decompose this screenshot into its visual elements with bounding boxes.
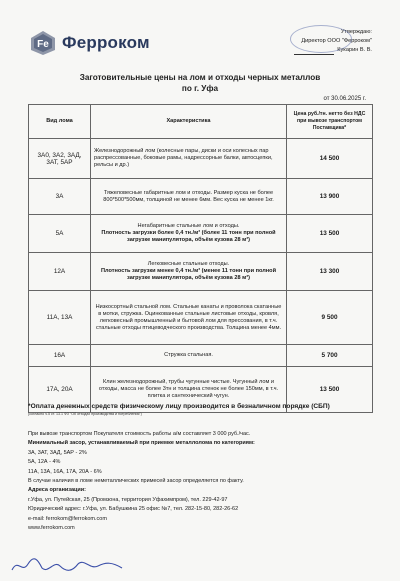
- price-cell: 13 500: [287, 215, 373, 253]
- desc-text: Легковесные стальные отходы.: [147, 261, 230, 267]
- price-cell: 9 500: [287, 291, 373, 345]
- table-row: [29, 291, 373, 345]
- desc-cell: Стружка стальная.: [91, 345, 287, 367]
- approval-line3: Кукарин В. В.: [337, 47, 372, 53]
- grade-cell: 5А: [29, 215, 91, 253]
- page-title: [40, 72, 360, 94]
- table-row: [29, 345, 373, 367]
- approval-block: [242, 28, 372, 55]
- fe-logo-icon: [30, 30, 56, 56]
- logo-mark-text: Fe: [37, 39, 49, 50]
- desc-cell: Клин железнодорожный, трубы чугунные чистые. Чугунный лом и отходы, масса не более 3тн и толщина стенок не более 150мм, в т.ч. плитка и сантехнический чугун.: [91, 367, 287, 413]
- info-line: 11А, 13А, 16А, 17А, 20А - 6%: [28, 468, 102, 475]
- price-cell: 5 700: [287, 345, 373, 367]
- approval-line1: Утверждаю:: [340, 29, 372, 35]
- info-line: 3А, 3АТ, 3АД, 5АР - 2%: [28, 449, 87, 456]
- grade-cell: 12А: [29, 253, 91, 291]
- info-line: г.Уфа, ул. Путейская, 25 (Промзона, территория Уфахимпром), тел. 229-42-97: [28, 496, 228, 503]
- handwritten-signature-icon: [8, 554, 128, 576]
- grade-cell: 11А, 13А: [29, 291, 91, 345]
- website-link[interactable]: www.ferrokom.com: [28, 525, 75, 532]
- payment-note: *Оплата денежных средств физическому лицу производится в безналичном порядке (СБП): [28, 403, 330, 410]
- grade-cell: 3А: [29, 179, 91, 215]
- desc-cell: [91, 215, 287, 253]
- info-line: При вывозе транспортом Покупателя стоимость работы а/м составляет 3 000 руб./час.: [28, 431, 251, 437]
- col-grade-header: Вид лома: [29, 105, 91, 139]
- stamp-icon: [290, 25, 352, 53]
- desc-bold-text: Плотность загрузки менее 0,4 тн./м³ (менее 11 тонн при полной загрузке манипулятора, объём кузова 28 м³): [100, 268, 277, 281]
- grade-cell: 3А0, 3А2, 3АД, 3АТ, 5АР: [29, 139, 91, 179]
- price-date: от 30.06.2025 г.: [323, 96, 366, 102]
- grade-cell: 16А: [29, 345, 91, 367]
- title-line1: Заготовительные цены на лом и отходы черных металлов: [79, 73, 321, 82]
- approval-line2: Директор ООО "Ферроком": [301, 38, 372, 44]
- title-line2: по г. Уфа: [181, 84, 219, 93]
- table-row: [29, 215, 373, 253]
- info-line: Юридический адрес: г.Уфа, ул. Бабушкина 25 офис №7, тел. 282-15-80, 282-26-62: [28, 506, 239, 513]
- table-row: [29, 253, 373, 291]
- info-line: Адреса организации:: [28, 487, 86, 494]
- desc-cell: Железнодорожный лом (колесные пары, диски и оси колесных пар распрессованные, боковые рамы, надрессорные балки, автосцепки, рельсы и др.): [91, 139, 287, 179]
- table-row: [29, 179, 373, 215]
- info-line: Минимальный засор, устанавливаемый при приемке металлолома по категориям:: [28, 440, 255, 447]
- desc-cell: [91, 253, 287, 291]
- price-cell: 13 300: [287, 253, 373, 291]
- price-cell: 13 900: [287, 179, 373, 215]
- info-block: [28, 430, 372, 533]
- grade-cell: 17А, 20А: [29, 367, 91, 413]
- email-link[interactable]: e-mail: ferrokom@ferrokom.com: [28, 515, 107, 522]
- desc-cell: Тяжеловесные габаритные лом и отходы. Размер куска не более 800*500*500мм, толщиной не менее 6мм. Вес куска не менее 1кг.: [91, 179, 287, 215]
- info-line: 5А, 12А - 4%: [28, 459, 61, 466]
- info-line: В случае наличия в ломе неметаллических примесей засор определяется по факту.: [28, 478, 244, 485]
- col-price-header: Цена руб./тн. нетто без НДС при вывозе транспортом Поставщика*: [287, 105, 373, 139]
- price-table: [28, 104, 373, 413]
- payment-note-source: (согласно ч.5 ст. 13.1 ФЗ "Об отходах производства и потребления"): [28, 412, 142, 416]
- logo-text: Ферроком: [62, 33, 150, 52]
- company-logo: [30, 30, 150, 56]
- col-desc-header: Характеристика: [91, 105, 287, 139]
- desc-text: Негабаритные стальные лом и отходы.: [137, 223, 240, 229]
- desc-cell: Низкосортный стальной лом. Стальные канаты и проволока скатанные в мотки, стружка. Оцинкованные стальные листовые отходы, кровля, легковесный промышленный и бытовой лом для прессования, в т.ч. стальные отходы птицеводческого производства. Толщина менее 4мм.: [91, 291, 287, 345]
- price-cell: 14 500: [287, 139, 373, 179]
- price-cell: 13 500: [287, 367, 373, 413]
- table-row: [29, 139, 373, 179]
- desc-bold-text: Плотность загрузки более 0,4 тн./м³ (более 11 тонн при полной загрузке манипулятора, объём кузова 28 м³): [101, 230, 276, 243]
